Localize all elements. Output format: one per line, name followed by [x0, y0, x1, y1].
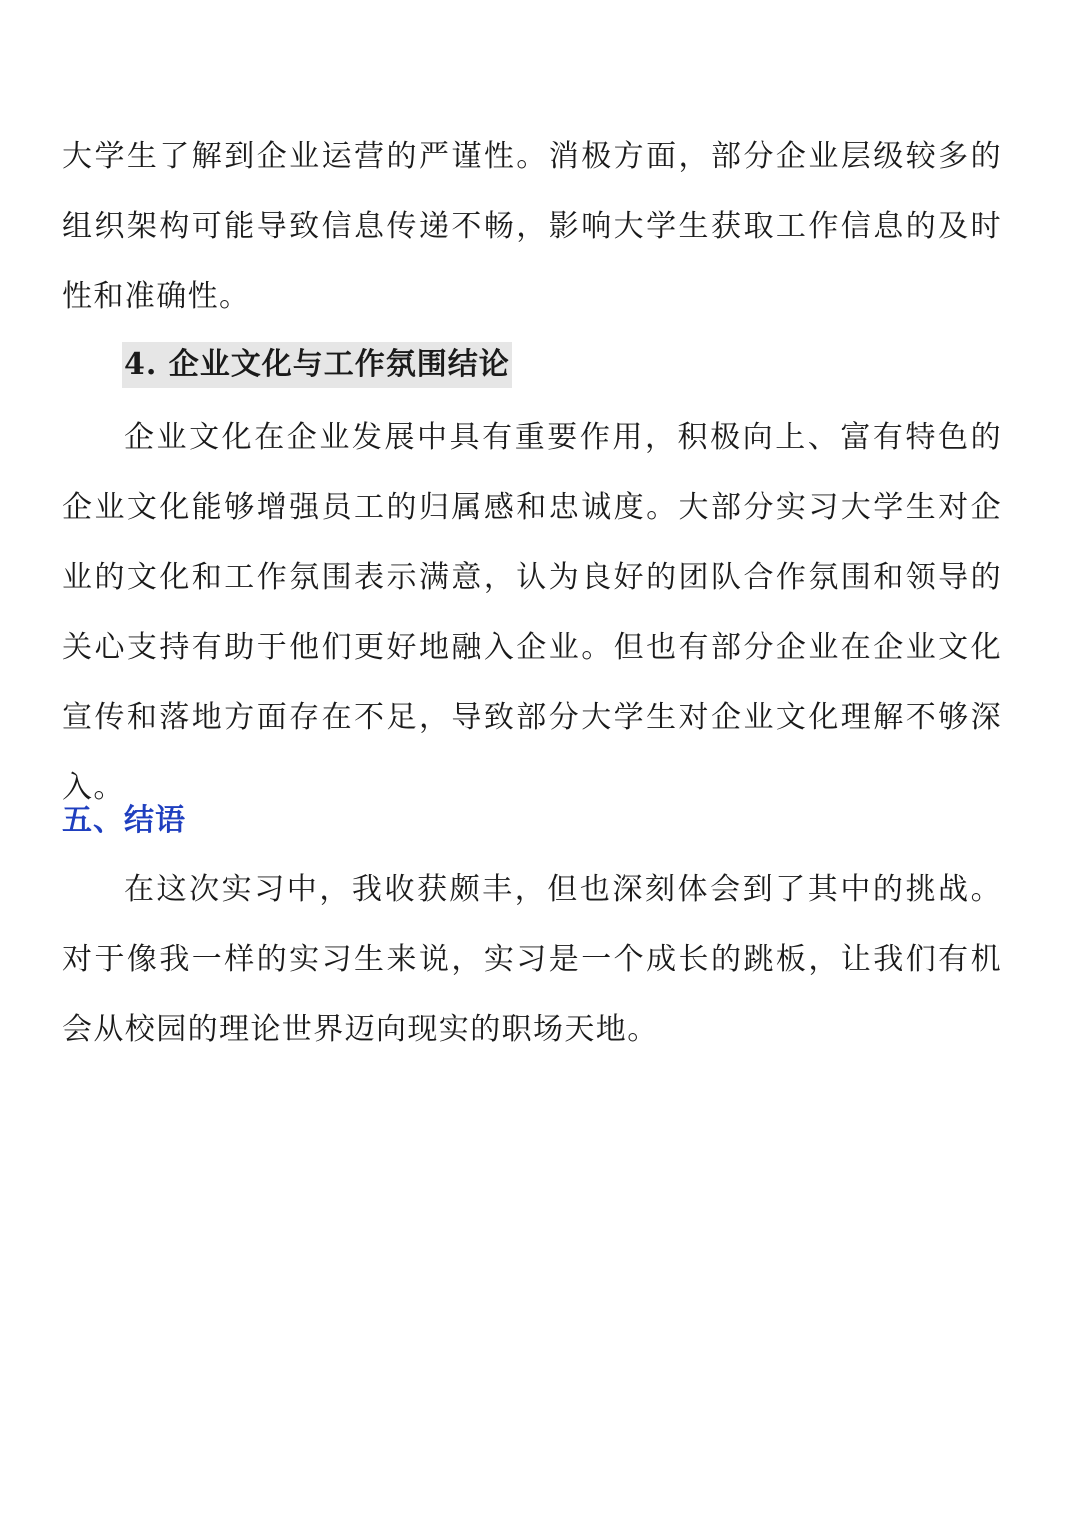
paragraph-org-structure-continued: 大学生了解到企业运营的严谨性。消极方面，部分企业层级较多的组织架构可能导致信息传递不畅，影响大学生获取工作信息的及时性和准确性。: [62, 139, 1002, 314]
paragraph-conclusion: 在这次实习中，我收获颇丰，但也深刻体会到了其中的挑战。对于像我一样的实习生来说，实习是一个成长的跳板，让我们有机会从校园的理论世界迈向现实的职场天地。: [62, 872, 1002, 1047]
paragraph-culture: 企业文化在企业发展中具有重要作用，积极向上、富有特色的企业文化能够增强员工的归属感和忠诚度。大部分实习大学生对企业的文化和工作氛围表示满意，认为良好的团队合作氛围和领导的关心支持有助于他们更好地融入企业。但也有部分企业在企业文化宣传和落地方面存在不足，导致部分大学生对企业文化理解不够深入。: [62, 420, 1002, 805]
subheading-culture-conclusion: 4. 企业文化与工作氛围结论: [122, 342, 512, 388]
section-heading-conclusion: 五、结语: [62, 803, 186, 838]
